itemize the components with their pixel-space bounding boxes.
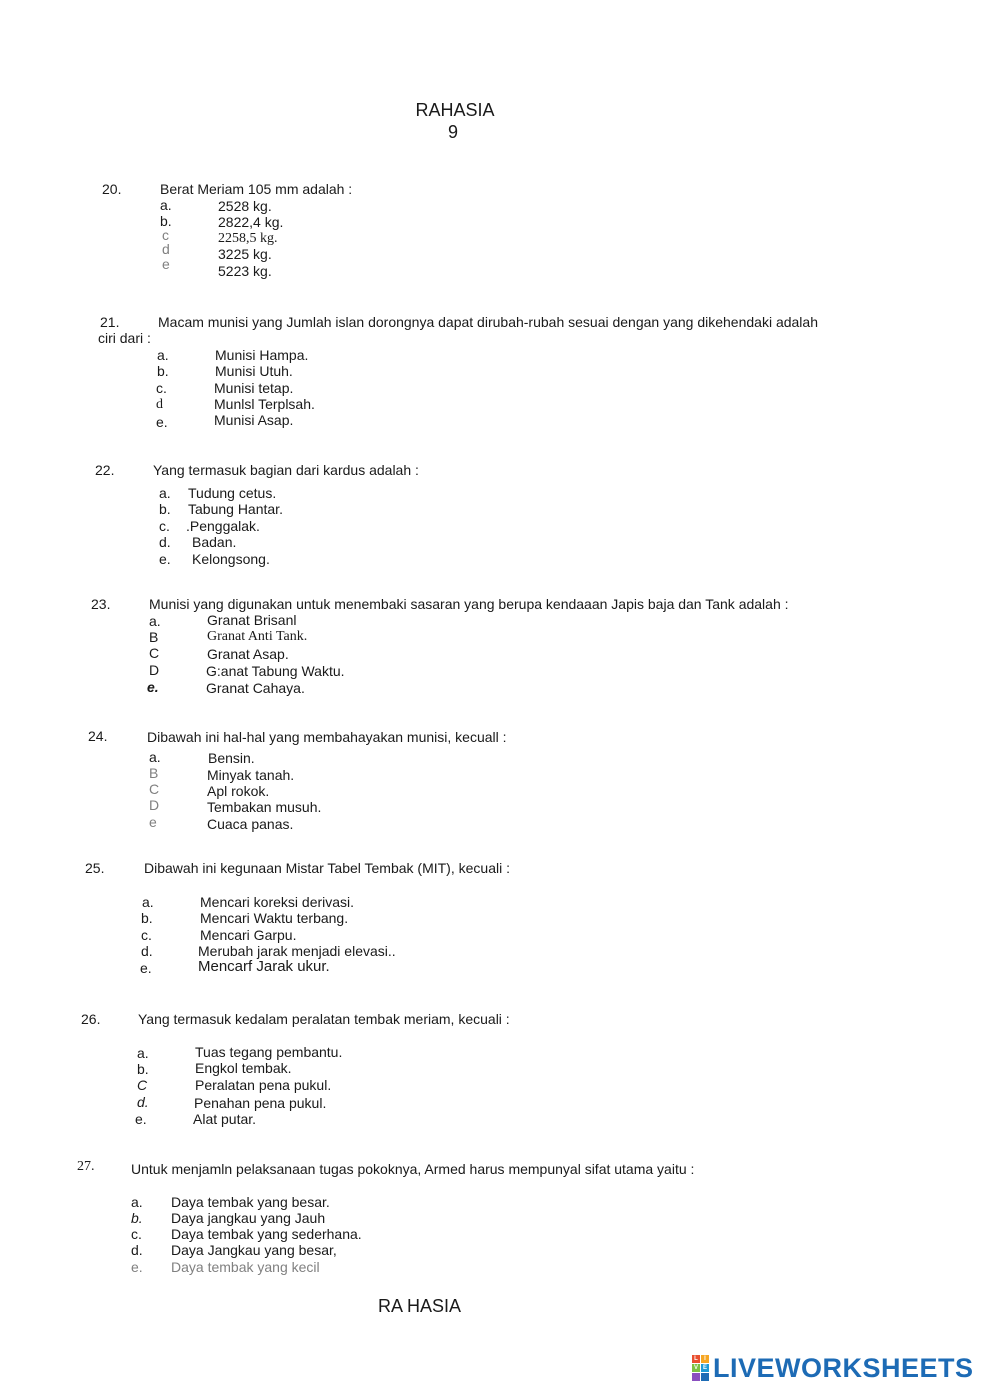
option-text[interactable]: Minyak tanah. [207,767,295,783]
option-letter[interactable]: B [149,629,159,645]
option-text[interactable]: Granat Cahaya. [206,680,305,696]
option-letter[interactable]: C [137,1077,148,1093]
option-letter[interactable]: e. [156,414,168,430]
option-text[interactable]: Tembakan musuh. [207,799,322,815]
option-text[interactable]: G:anat Tabung Waktu. [206,663,345,679]
option-text[interactable]: .Penggalak. [186,518,260,534]
option-letter[interactable]: a. [149,613,161,629]
option-text[interactable]: Bensin. [208,750,255,766]
option-text[interactable]: Mencari Garpu. [200,927,297,943]
option-letter[interactable]: c [162,227,169,243]
option-text[interactable]: 2822,4 kg. [218,214,284,230]
option-letter[interactable]: C [149,781,160,797]
option-text[interactable]: Granat Asap. [207,646,289,662]
option-text[interactable]: 2258,5 kg. [218,231,278,246]
page-footer-title: RA HASIA [378,1296,462,1316]
brand-name: LIVEWORKSHEETS [713,1352,974,1383]
option-letter[interactable]: e [149,814,157,830]
option-letter[interactable]: d [162,241,170,257]
option-text[interactable]: Mencari Waktu terbang. [200,910,349,926]
question-number: 23. [91,596,111,612]
question-text: Yang termasuk kedalam peralatan tembak meriam, kecuali : [138,1011,510,1027]
option-text[interactable]: Granat Anti Tank. [207,629,308,644]
option-text[interactable]: Tudung cetus. [188,485,277,501]
option-letter[interactable]: C [149,645,160,661]
option-letter[interactable]: a. [137,1045,149,1061]
option-text[interactable]: Tabung Hantar. [188,501,283,517]
option-letter[interactable]: D [149,662,160,678]
question-number: 20. [102,181,122,197]
option-text[interactable]: Daya jangkau yang Jauh [171,1210,326,1226]
option-letter[interactable]: c. [159,518,170,534]
option-text[interactable]: 3225 kg. [218,246,272,262]
question-text: Untuk menjamln pelaksanaan tugas pokoknya, Armed harus mempunyal sifat utama yaitu : [131,1161,695,1177]
option-letter[interactable]: e. [147,679,159,695]
page-number: 9 [447,122,458,142]
question-number: 22. [95,462,115,478]
option-letter[interactable]: D [149,797,160,813]
option-text[interactable]: 5223 kg. [218,263,272,279]
option-letter[interactable]: c. [131,1226,142,1242]
question-text: Berat Meriam 105 mm adalah : [160,181,353,197]
option-text[interactable]: Tuas tegang pembantu. [195,1044,343,1060]
option-letter[interactable]: b. [157,363,169,379]
option-text[interactable]: Daya tembak yang sederhana. [171,1226,362,1242]
option-text[interactable]: Apl rokok. [207,783,270,799]
option-letter[interactable]: e. [159,551,171,567]
question-number: 21. [100,314,120,330]
question-number: 27. [77,1159,95,1174]
option-text[interactable]: Peralatan pena pukul. [195,1077,332,1093]
option-letter[interactable]: d [156,397,163,412]
option-text[interactable]: Penahan pena pukul. [194,1095,327,1111]
option-text[interactable]: Engkol tembak. [195,1060,292,1076]
question-number: 25. [85,860,105,876]
option-letter[interactable]: a. [131,1194,143,1210]
question-text: Munisi yang digunakan untuk menembaki sasaran yang berupa kendaaan Japis baja dan Tank adalah : [149,596,789,612]
option-text[interactable]: Daya tembak yang kecil [171,1259,320,1275]
question-text: Dibawah ini kegunaan Mistar Tabel Tembak (MIT), kecuali : [144,860,510,876]
option-text[interactable]: Daya Jangkau yang besar, [171,1242,337,1258]
option-text[interactable]: Alat putar. [193,1111,257,1127]
option-text[interactable]: Merubah jarak menjadi elevasi.. [198,943,396,959]
option-letter[interactable]: e. [140,960,152,976]
option-letter[interactable]: b. [141,910,153,926]
option-text[interactable]: Kelongsong. [192,551,270,567]
option-letter[interactable]: a. [160,197,172,213]
option-letter[interactable]: e. [135,1111,147,1127]
option-text[interactable]: Munisi Utuh. [215,363,293,379]
question-number: 24. [88,728,108,744]
option-text[interactable]: Munlsl Terplsah. [214,396,315,412]
option-letter[interactable]: a. [159,485,171,501]
page-header-title: RAHASIA [415,100,495,120]
option-letter[interactable]: b. [131,1210,143,1226]
option-letter[interactable]: a. [157,347,169,363]
option-text[interactable]: Mencarf Jarak ukur. [198,958,330,975]
question-text: Yang termasuk bagian dari kardus adalah : [153,462,419,478]
option-text[interactable]: 2528 kg. [218,198,272,214]
option-letter[interactable]: e. [131,1259,143,1275]
option-letter[interactable]: d. [131,1242,143,1258]
option-letter[interactable]: c. [156,380,167,396]
option-text[interactable]: Mencari koreksi derivasi. [200,894,355,910]
option-letter[interactable]: B [149,765,159,781]
option-letter[interactable]: a. [149,749,161,765]
option-text[interactable]: Granat Brisanl [207,612,297,628]
option-letter[interactable]: e [162,256,170,272]
option-letter[interactable]: b. [160,213,172,229]
option-text[interactable]: Badan. [192,534,237,550]
question-text: Dibawah ini hal-hal yang membahayakan munisi, kecuall : [147,729,507,745]
option-text[interactable]: Cuaca panas. [207,816,294,832]
option-text[interactable]: Munisi Asap. [214,412,294,428]
logo-icon: L I V E [692,1355,709,1381]
option-letter[interactable]: a. [142,894,154,910]
option-letter[interactable]: d. [141,943,153,959]
question-text: Macam munisi yang Jumlah islan dorongnya dapat dirubah-rubah sesuai dengan yang dikehendaki adalah [158,314,818,330]
question-text-continued: ciri dari : [98,330,151,346]
liveworksheets-logo [692,1353,974,1383]
option-letter[interactable]: c. [141,927,152,943]
question-number: 26. [81,1011,101,1027]
option-text[interactable]: Daya tembak yang besar. [171,1194,330,1210]
option-text[interactable]: Munisi Hampa. [215,347,309,363]
option-letter[interactable]: d. [137,1094,149,1110]
option-text[interactable]: Munisi tetap. [214,380,294,396]
option-letter[interactable]: b. [137,1061,149,1077]
option-letter[interactable]: d. [159,534,171,550]
option-letter[interactable]: b. [159,501,171,517]
